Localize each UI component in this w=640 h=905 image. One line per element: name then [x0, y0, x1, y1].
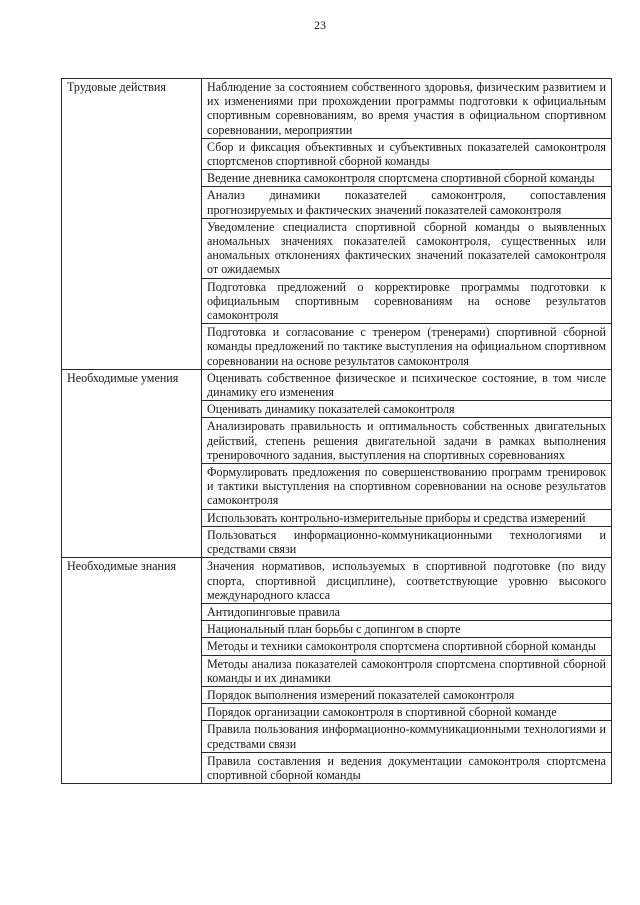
section-title-required-knowledge: Необходимые знания	[62, 558, 202, 784]
list-item: Подготовка и согласование с тренером (тренерами) спортивной сборной команды предложений по тактике выступления на официальном спортивном соревновании на основе результатов самоконтроля	[202, 324, 612, 370]
list-item: Уведомление специалиста спортивной сборной команды о выявленных аномальных значениях показателей самоконтроля, существенных или аномальных отклонениях фактических значений показателей самоконтроля от ожидаемых	[202, 218, 612, 278]
list-item: Анализ динамики показателей самоконтроля, сопоставления прогнозируемых и фактических значений показателей самоконтроля	[202, 187, 612, 218]
list-item: Значения нормативов, используемых в спортивной подготовке (по виду спорта, спортивной дисциплине), соответствующие уровню высокого международного класса	[202, 558, 612, 604]
list-item: Наблюдение за состоянием собственного здоровья, физическим развитием и их изменениями при прохождении программы подготовки к официальным спортивным соревнованиям, во время участия в официальном спортивном соревновании, мероприятии	[202, 79, 612, 139]
list-item: Правила пользования информационно-коммуникационными технологиями и средствами связи	[202, 721, 612, 752]
list-item: Правила составления и ведения документации самоконтроля спортсмена спортивной сборной команды	[202, 752, 612, 783]
list-item: Методы и техники самоконтроля спортсмена спортивной сборной команды	[202, 638, 612, 655]
list-item: Порядок организации самоконтроля в спортивной сборной команде	[202, 704, 612, 721]
table-row	[62, 558, 612, 604]
list-item: Подготовка предложений о корректировке программы подготовки к официальным спортивным соревнованиям на основе результатов самоконтроля	[202, 278, 612, 324]
list-item: Использовать контрольно-измерительные приборы и средства измерений	[202, 509, 612, 526]
page-number: 23	[314, 18, 326, 32]
list-item: Порядок выполнения измерений показателей самоконтроля	[202, 686, 612, 703]
list-item: Антидопинговые правила	[202, 603, 612, 620]
list-item: Пользоваться информационно-коммуникационными технологиями и средствами связи	[202, 526, 612, 557]
section-title-required-skills: Необходимые умения	[62, 369, 202, 557]
list-item: Сбор и фиксация объективных и субъективных показателей самоконтроля спортсменов спортивной сборной команды	[202, 138, 612, 169]
list-item: Формулировать предложения по совершенствованию программ тренировок и тактики выступления на спортивном соревновании на основе результатов самоконтроля	[202, 464, 612, 510]
list-item: Оценивать динамику показателей самоконтроля	[202, 401, 612, 418]
requirements-table	[61, 78, 612, 784]
table-row	[62, 79, 612, 139]
list-item: Национальный план борьбы с допингом в спорте	[202, 621, 612, 638]
list-item: Методы анализа показателей самоконтроля спортсмена спортивной сборной команды и их динамики	[202, 655, 612, 686]
list-item: Ведение дневника самоконтроля спортсмена спортивной сборной команды	[202, 170, 612, 187]
list-item: Анализировать правильность и оптимальность собственных двигательных действий, степень решения двигательной задачи в рамках выполнения тренировочного задания, выступления на спортивных соревнованиях	[202, 418, 612, 464]
section-title-labor-actions: Трудовые действия	[62, 79, 202, 370]
table-row	[62, 369, 612, 400]
list-item: Оценивать собственное физическое и психическое состояние, в том числе динамику его изменения	[202, 369, 612, 400]
